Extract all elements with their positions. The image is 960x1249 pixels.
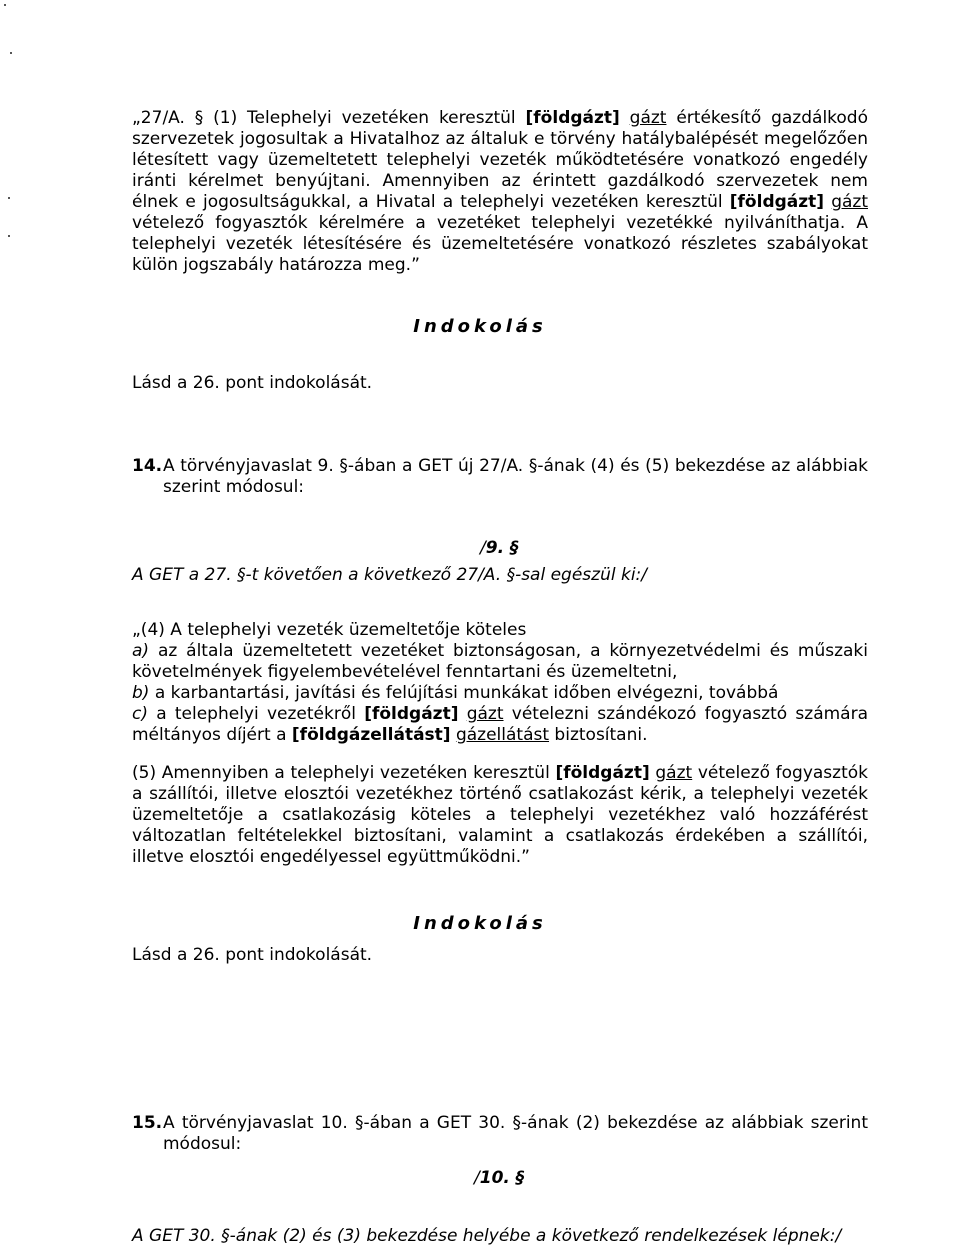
space xyxy=(458,704,466,724)
inserted-term: gázt xyxy=(831,192,868,212)
point-label: c) xyxy=(132,704,148,724)
paragraph-5-text: (5) Amennyiben a telephelyi vezetéken keresztül xyxy=(132,763,556,783)
scan-speck xyxy=(4,4,6,6)
struck-term: [földgázt] xyxy=(525,108,620,128)
paragraph-27a xyxy=(132,108,868,276)
point-text: az általa üzemeltetett vezetéket biztonságosan, a környezetvédelmi és műszaki követelmények figyelembevételével fenntartani és üzemeltetni, xyxy=(132,641,868,682)
inserted-term: gázt xyxy=(655,763,693,783)
slash: / xyxy=(474,1168,480,1188)
point-text: biztosítani. xyxy=(549,725,648,745)
paragraph-27a-text: § (1) Telephelyi vezetéken keresztül xyxy=(184,108,526,128)
indokolas-heading: Indokolás xyxy=(413,913,547,934)
space xyxy=(620,108,630,128)
item-text: A törvényjavaslat 9. §-ában a GET új 27/A. §-ának (4) és (5) bekezdése az alábbiak szerint módosul: xyxy=(163,456,868,497)
insert-instruction: A GET a 27. §-t követően a következő 27/A. §-sal egészül ki:/ xyxy=(132,565,648,585)
point-text: a telephelyi vezetékről xyxy=(147,704,365,724)
indokolas-heading: Indokolás xyxy=(413,316,547,337)
amendment-item-15 xyxy=(132,1113,868,1155)
reasoning-reference: Lásd a 26. pont indokolását. xyxy=(132,945,373,965)
item-number: 15. xyxy=(132,1113,163,1133)
slash: / xyxy=(480,538,486,558)
section-reference-9 xyxy=(480,538,518,559)
struck-term: [földgázt] xyxy=(555,763,650,783)
paragraph-4-point-c xyxy=(132,704,868,746)
struck-term: [földgázellátást] xyxy=(291,725,451,745)
section-label: 10. § xyxy=(479,1168,525,1188)
inserted-term: gázt xyxy=(629,108,667,128)
scan-speck xyxy=(10,52,12,54)
scan-speck xyxy=(8,197,10,199)
struck-term: [földgázt] xyxy=(729,192,825,212)
section-label: 9. § xyxy=(485,538,519,558)
reasoning-reference: Lásd a 26. pont indokolását. xyxy=(132,373,373,393)
paragraph-4-intro: „(4) A telephelyi vezeték üzemeltetője köteles xyxy=(132,620,527,640)
paragraph-5-text: vételező fogyasztók a szállítói, illetve elosztói vezetékhez történő csatlakozást kérik, a telephelyi vezeték üzemeltetője a csatlakozásig köteles a telephelyi vezetékhez való hozzáférést változatlan feltételekkel biztosítani, valamint a csatlakozás érdekében a szállítói, illetve elosztói engedélyessel együttműködni.” xyxy=(132,763,868,867)
inserted-term: gázellátást xyxy=(455,725,550,745)
paragraph-27a-text: vételező fogyasztók kérelmére a vezetéket telephelyi vezetékké nyilváníthatja. A telephelyi vezeték létesítésére és üzemeltetésére vonatkozó részletes szabályokat külön jogszabály határozza meg.” xyxy=(132,213,868,275)
point-text: vételezni szándékozó fogyasztó számára méltányos díjért a xyxy=(132,704,869,745)
point-label: a) xyxy=(132,641,150,661)
amendment-item-14 xyxy=(132,456,868,498)
item-number: 14. xyxy=(132,456,163,476)
scan-speck xyxy=(8,235,10,237)
paragraph-27a-lead: „27/A. xyxy=(132,108,185,128)
paragraph-5 xyxy=(132,763,868,868)
point-label: b) xyxy=(132,683,150,703)
struck-term: [földgázt] xyxy=(364,704,459,724)
point-text: a karbantartási, javítási és felújítási munkákat időben elvégezni, továbbá xyxy=(149,683,779,703)
inserted-term: gázt xyxy=(466,704,504,724)
paragraph-27a-text: értékesítő gazdálkodó szervezetek jogosultak a Hivatalhoz az általuk e törvény hatálybalépését megelőzően létesített vagy üzemeltetett telephelyi vezeték működtetésére vonatkozó engedély iránti kérelmet benyújtani. Amennyiben az érintett gazdálkodó szervezetek nem élnek e jogosultságukkal, a Hivatal a telephelyi vezetéken keresztül xyxy=(132,108,868,212)
item-text: A törvényjavaslat 10. §-ában a GET 30. §-ának (2) bekezdése az alábbiak szerint módosul: xyxy=(163,1113,868,1154)
replace-instruction: A GET 30. §-ának (2) és (3) bekezdése helyébe a következő rendelkezések lépnek:/ xyxy=(132,1226,842,1246)
section-reference-10 xyxy=(474,1168,524,1189)
paragraph-4-point-b xyxy=(132,683,868,704)
paragraph-4-point-a xyxy=(132,641,868,683)
